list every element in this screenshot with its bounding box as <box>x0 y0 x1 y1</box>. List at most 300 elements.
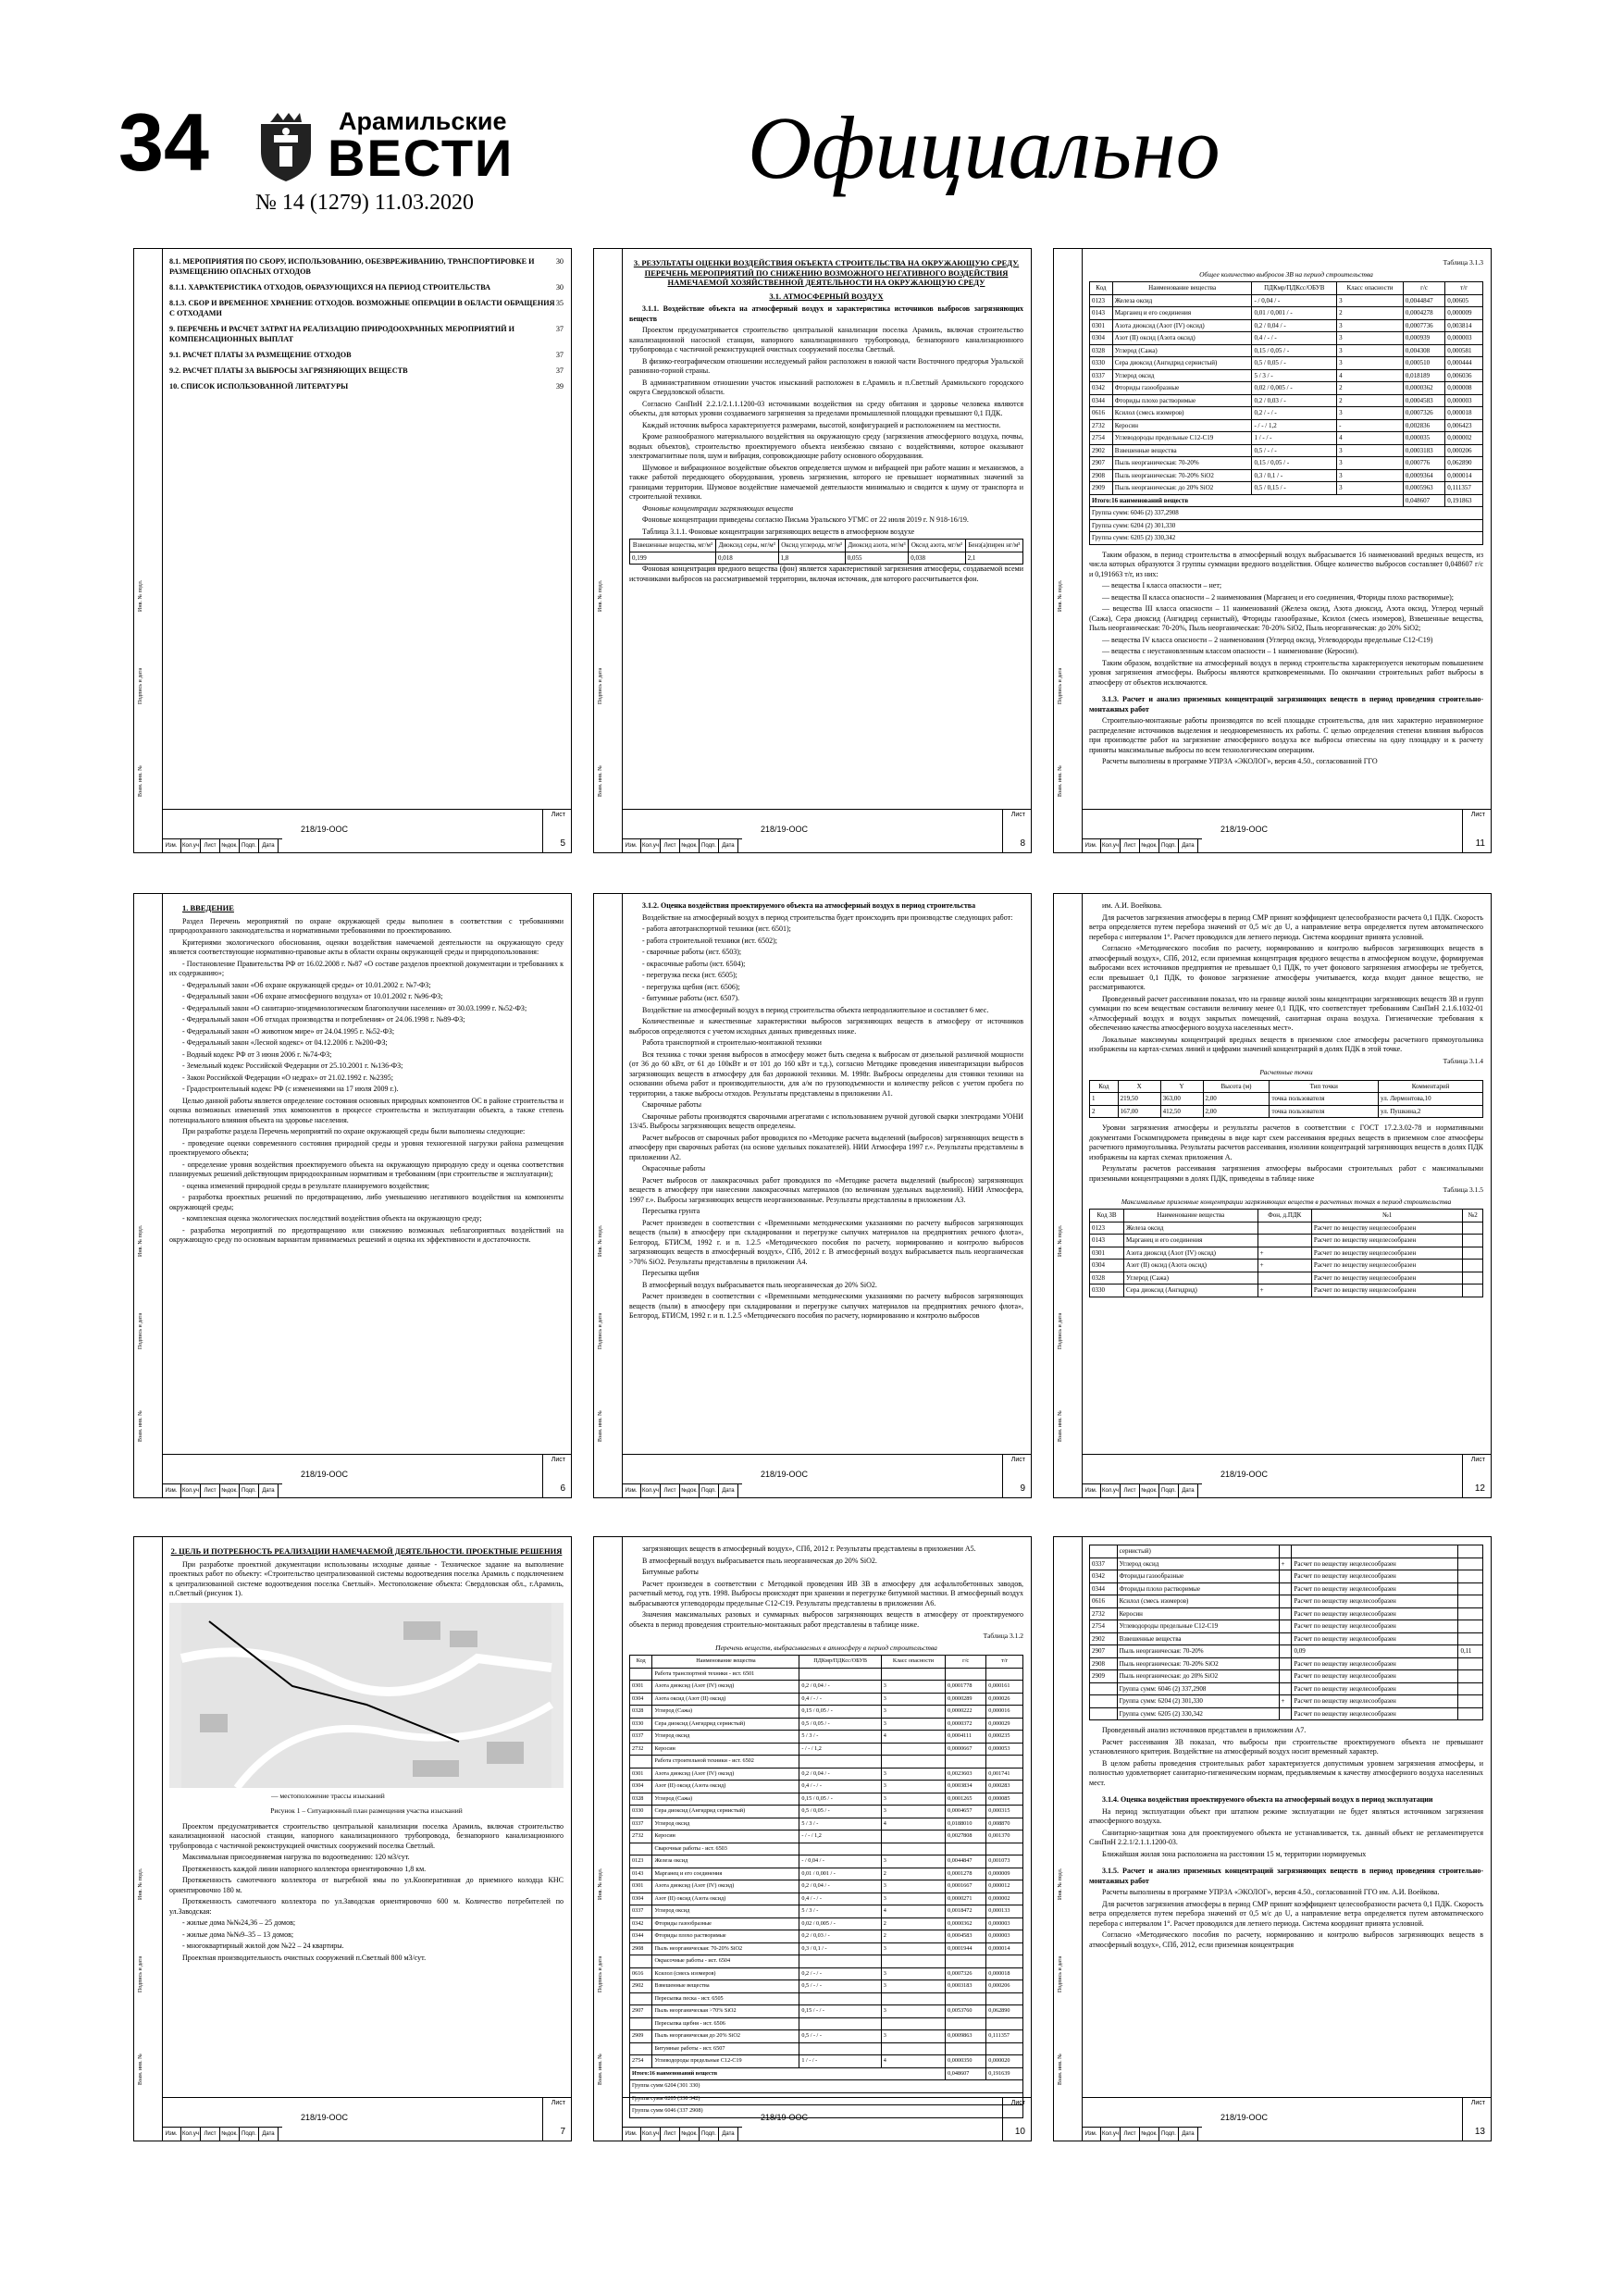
table-row <box>630 1706 1023 1719</box>
stamp-cell: Изм. <box>622 839 641 852</box>
table-header-cell: Наименование вещества <box>1124 1210 1258 1222</box>
table-row <box>1090 1093 1483 1106</box>
table-cell: - / - / 1,2 <box>799 1831 881 1843</box>
table-cell: 0,000008 <box>1445 382 1483 395</box>
table-cell <box>1458 1707 1483 1720</box>
table-row <box>1090 1235 1483 1247</box>
table-cell: точка пользователя <box>1270 1093 1379 1106</box>
toc-page: 39 <box>555 382 564 391</box>
table-cell: 0,048607 <box>1403 494 1444 507</box>
brand-main-text: ВЕСТИ <box>328 129 514 187</box>
table-cell: 0,000026 <box>986 1693 1023 1706</box>
table-row <box>630 1756 1023 1769</box>
title-block-stamp <box>1082 1454 1491 1497</box>
table-cell: 0,5 / - / - <box>799 2030 881 2043</box>
paragraph: Сварочные работы производятся сварочными агрегатами с использованием ручной дуговой сварки электродами УОНИ 13/45. Выбросы загрязняющих веществ определены. <box>629 1111 1023 1130</box>
toc-page: 30 <box>555 257 564 266</box>
stamp-divider <box>1002 1455 1003 1497</box>
table-cell: Углеводороды предельные С12-С19 <box>1112 432 1252 445</box>
side-labels <box>1056 1807 1080 2085</box>
table-header-row <box>1090 1210 1483 1222</box>
table-cell: 0,0007736 <box>1403 319 1444 332</box>
table-cell <box>1279 1670 1292 1683</box>
table-cell: 0,0000362 <box>1403 382 1444 395</box>
table-cell: Сера диоксид (Ангидрид сернистый) <box>652 1718 799 1731</box>
table-cell <box>1279 1582 1292 1595</box>
paragraph: Уровни загрязнения атмосферы и результаты расчетов в соответствии с ГОСТ 17.2.3.02-78 и нормативными документами Госкомгидромета приведены в виде карт схем рассеивания вредных веществ в приземном слое атмосферы расчетного прямоугольника. Результаты расчетов рассеивания, изолинии концентраций загрязняющих веществ в долях ПДК изображены на картах схемах приложения А. <box>1089 1123 1483 1161</box>
table-cell <box>986 1992 1023 2005</box>
section-title: Официально <box>748 98 1220 197</box>
table-cell: 0,000003 <box>1445 332 1483 345</box>
stamp-cell: Подп. <box>1159 839 1179 852</box>
stamp-cell: Кол.уч <box>1101 2128 1121 2141</box>
table-cell: ул. Лермонтова,10 <box>1379 1093 1483 1106</box>
side-label: Подпись и дата <box>138 1955 143 1992</box>
paragraph: Для расчетов загрязнения атмосферы в период СМР принят коэффициент целесообразности расчета 0,1 ПДК. Скорость ветра определяется путем перебора значений от 0,5 м/с до U, а направление ветра определяется путем автоматического перебора с интервалом 1°. Расчет проводился для летнего периода. Система координат принята условной. <box>1089 1899 1483 1928</box>
table-cell <box>946 1992 986 2005</box>
table-cell: 3 <box>1337 469 1404 482</box>
table-cell <box>881 1831 945 1843</box>
table-cell <box>1458 1582 1483 1595</box>
table-cell <box>946 1756 986 1769</box>
stamp-cell: Лист <box>661 2128 680 2141</box>
table-header-cell: г/с <box>1403 282 1444 295</box>
table-cell: Азота оксид (Азот (II) оксид) <box>652 1693 799 1706</box>
table-cell: 3 <box>1337 444 1404 457</box>
paragraph: Расчет рассеивания ЗВ показал, что выбросы при строительстве проектируемого объекта не превышают установленного критерия. Воздействие на атмосферный воздух носит временный характер. <box>1089 1737 1483 1756</box>
table-cell: 3 <box>1337 319 1404 332</box>
table-header-cell: Код <box>630 1656 652 1669</box>
table-cell <box>986 1668 1023 1681</box>
stamp-cell: Кол.уч <box>181 2128 201 2141</box>
table-cell: 0,191639 <box>986 2067 1023 2080</box>
table-cell: 0,09 <box>1292 1645 1458 1658</box>
table-cell: 2907 <box>630 2005 652 2018</box>
table-cell: 4 <box>1337 432 1404 445</box>
table-cell: 0344 <box>1090 1582 1118 1595</box>
table-cell: Азота диоксид (Азот (IV) оксид) <box>652 1681 799 1694</box>
subsection-heading: 3.1.2. Оценка воздействия проектируемого объекта на атмосферный воздух в период строительства <box>642 901 976 910</box>
table-cell: Пыль неорганическая >70% SiO2 <box>652 2005 799 2018</box>
table-cell: 2907 <box>1090 457 1113 470</box>
document-sheet-11 <box>1053 248 1492 853</box>
stamp-cell: Изм. <box>1082 2128 1101 2141</box>
stamp-cells <box>622 2127 742 2141</box>
stamp-cell: Дата <box>719 839 738 852</box>
sheet-frame-left <box>134 249 163 852</box>
table-cell: 0,0023603 <box>946 1768 986 1781</box>
paragraph: Максимальная присоединяемая нагрузка по водоотведению: 120 м3/сут. <box>182 1853 410 1861</box>
table-row <box>630 1718 1023 1731</box>
table-cell: 3 <box>881 2030 945 2043</box>
table-cell: 2902 <box>1090 1632 1118 1645</box>
paragraph: Пересыпка грунта <box>642 1207 700 1215</box>
table-cell: Ксилол (смесь изомеров) <box>1117 1595 1279 1608</box>
table-cell <box>881 2042 945 2055</box>
table-row <box>1090 407 1483 420</box>
table-cell: 2,00 <box>1203 1105 1270 1118</box>
table-cell: 0,000018 <box>986 1967 1023 1980</box>
table-cell: 0,006036 <box>1445 369 1483 382</box>
table-cell: 0,2 / - / - <box>1252 407 1337 420</box>
table-cell: 0,15 / - / - <box>799 2005 881 2018</box>
table-cell: Азот (II) оксид (Азота оксид) <box>652 1893 799 1905</box>
table-cell: 2732 <box>1090 1607 1118 1620</box>
table-cell: 1 / - / - <box>799 2055 881 2068</box>
table-cell: 2902 <box>1090 444 1113 457</box>
table-cell: Пыль неорганическая до 20% SiO2 <box>652 2030 799 2043</box>
paragraph: Критериями экологического обоснования, оценки воздействия намечаемой деятельности на окружающую среду является соответствующие нормативно-правовые акты в области охраны окружающей среды и природопользования: <box>169 937 564 956</box>
paragraph: Фоновая концентрация вредного вещества (фон) является характеристикой загрязнения атмосферы, создаваемой всеми источниками выбросов на рассматриваемой территории, включая источник, для которого рассчитывается фон. <box>629 565 1023 583</box>
toc-title: 8.1.1. ХАРАКТЕРИСТИКА ОТХОДОВ, ОБРАЗУЮЩИХСЯ НА ПЕРИОД СТРОИТЕЛЬСТВА <box>169 283 491 292</box>
side-label: Инв. № подл. <box>1058 1224 1063 1257</box>
table-cell: Расчет по веществу нецелесообразен <box>1292 1657 1458 1670</box>
table-cell <box>1463 1260 1483 1272</box>
table-cell <box>1458 1695 1483 1708</box>
table-cell: 5 / 3 / - <box>799 1905 881 1918</box>
table-total-row <box>1090 494 1483 507</box>
table-cell: 0,0000372 <box>946 1718 986 1731</box>
table-cell: 4 <box>881 1905 945 1918</box>
table-header-cell: Тип точки <box>1270 1080 1379 1093</box>
document-sheet-10 <box>593 1536 1032 2141</box>
stamp-cell: Подп. <box>240 839 259 852</box>
paragraph: Проведенный анализ источников представлен в приложении А7. <box>1102 1726 1307 1734</box>
stamp-cell: Подп. <box>240 2128 259 2141</box>
paragraph: - Федеральный закон «Лесной кодекс» от 04.12.2006 г. №200-ФЗ; <box>182 1038 388 1047</box>
table-cell: 2908 <box>1090 469 1113 482</box>
table-cell: + <box>1258 1247 1311 1260</box>
table-cell <box>1090 1545 1118 1558</box>
toc-page: 37 <box>555 366 564 375</box>
table-cell: 0,000014 <box>986 1942 1023 1955</box>
table-cell: 3 <box>1337 482 1404 495</box>
table-row <box>1090 1272 1483 1285</box>
side-label: Взам. инв. № <box>1058 765 1063 797</box>
table-cell <box>946 2017 986 2030</box>
title-block-stamp <box>162 809 571 852</box>
table-cell: 2 <box>1090 1105 1119 1118</box>
table-cell: 0,000939 <box>1403 332 1444 345</box>
side-label: Инв. № подл. <box>1058 1868 1063 1900</box>
table-cell: 3 <box>1337 344 1404 357</box>
sheet-frame-left <box>1054 249 1083 852</box>
stamp-cell: Изм. <box>1082 1484 1101 1497</box>
table-cell <box>881 1743 945 1756</box>
table-cell <box>1458 1570 1483 1583</box>
table-row <box>1090 1657 1483 1670</box>
masthead <box>118 96 1506 222</box>
table-cell: ул. Пушкина,2 <box>1379 1105 1483 1118</box>
toc-title: 8.1. МЕРОПРИЯТИЯ ПО СБОРУ, ИСПОЛЬЗОВАНИЮ, ОБЕЗВРЕЖИВАНИЮ, ТРАНСПОРТИРОВКЕ И РАЗМЕЩЕНИЮ ОПАСНЫХ ОТХОДОВ <box>169 257 535 276</box>
table-cell: Расчет по веществу нецелесообразен <box>1292 1670 1458 1683</box>
table-row <box>630 1942 1023 1955</box>
table-cell: Окрасочные работы - ист. 6504 <box>652 1955 799 1968</box>
sheet-page-number: 11 <box>1475 838 1485 849</box>
table-row <box>1090 1570 1483 1583</box>
table-cell: 0,000014 <box>1445 469 1483 482</box>
table-cell <box>1090 1682 1118 1695</box>
table-header-cell: ПДКмр/ПДКсс/ОБУВ <box>1252 282 1337 295</box>
table-group-row <box>1090 532 1483 545</box>
stamp-list-label: Лист <box>1010 812 1025 818</box>
table-cell: Углерод оксид <box>1117 1558 1279 1570</box>
table-row <box>630 2055 1023 2068</box>
subsection-heading-2: 3.1.1. Воздействие объекта на атмосферный воздух и характеристика источников выбросов загрязняющих веществ <box>629 304 1023 323</box>
brand-top-text: Арамильские <box>339 107 507 135</box>
table-cell: 0330 <box>1090 1285 1124 1297</box>
table-cell: 0,2 / 0,03 / - <box>1252 394 1337 407</box>
table-cell: 0,01 / 0,001 / - <box>1252 307 1337 320</box>
table-cell: 0,0000350 <box>946 2055 986 2068</box>
table-cell: + <box>1258 1260 1311 1272</box>
table-cell <box>1463 1272 1483 1285</box>
table-header-cell: т/г <box>1445 282 1483 295</box>
table-cell: 0,2 / - / - <box>799 1967 881 1980</box>
paragraph: Протяженность каждой линии напорного коллектора ориентировочно 1,8 км. <box>182 1864 427 1873</box>
stamp-list-label: Лист <box>551 812 565 818</box>
paragraph: - Федеральный закон «Об отходах производства и потребления» от 24.06.1998 г. №89-ФЗ; <box>182 1015 465 1024</box>
toc-title: 9.1. РАСЧЕТ ПЛАТЫ ЗА РАЗМЕЩЕНИЕ ОТХОДОВ <box>169 351 352 359</box>
table-number: Таблица 3.1.3 <box>1443 258 1483 267</box>
paragraph: - Постановление Правительства РФ от 16.02.2008 г. №87 «О составе разделов проектной документации и требованиях к их содержанию»; <box>169 959 564 977</box>
paragraph: - битумные работы (ист. 6507). <box>642 994 740 1002</box>
paragraph: Расчет выбросов от сварочных работ проводился по «Методике расчета выделений (выбросов) загрязняющих веществ в атмосферу при сварочных работах (на основе удельных показателей). НИИ Атмосфера 1997 г.». Результаты представлены в приложении А2. <box>629 1133 1023 1161</box>
stamp-cell: №док. <box>680 1484 700 1497</box>
table-cell: 2732 <box>630 1831 652 1843</box>
table-cell <box>799 1992 881 2005</box>
sheet-frame-left <box>594 1537 623 2141</box>
table-cell <box>1458 1657 1483 1670</box>
table-cell: Марганец и его соединения <box>1124 1235 1258 1247</box>
document-sheet-6 <box>133 893 572 1498</box>
table-cell: Ксилол (смесь изомеров) <box>652 1967 799 1980</box>
table-cell: Расчет по веществу нецелесообразен <box>1311 1235 1463 1247</box>
stamp-divider <box>1462 2098 1463 2141</box>
table-cell: 0,15 / 0,05 / - <box>1252 344 1337 357</box>
toc-entry <box>169 256 564 277</box>
table-cell: 0,0003834 <box>946 1781 986 1793</box>
table-cell: Группа сумм 6046 (337 2908) <box>630 2105 1023 2118</box>
table-cell: Расчет по веществу нецелесообразен <box>1311 1222 1463 1235</box>
paragraph: Сварочные работы <box>642 1100 701 1109</box>
table-cell: 0,0003183 <box>946 1980 986 1993</box>
table-cell: Взвешенные вещества <box>652 1980 799 1993</box>
table-cell: 0,5 / 0,05 / - <box>799 1718 881 1731</box>
table-cell: 0,000133 <box>986 1905 1023 1918</box>
table-cell: 0,0007326 <box>946 1967 986 1980</box>
table-cell <box>799 1955 881 1968</box>
table-cell: 0,038 <box>909 552 965 565</box>
table-cell: 3 <box>881 1806 945 1818</box>
table-header-cell: Код <box>1090 282 1113 295</box>
document-sheet-7 <box>133 1536 572 2141</box>
table-cell <box>799 1843 881 1855</box>
table-cell: Расчет по веществу нецелесообразен <box>1311 1247 1463 1260</box>
table-cell: Битумные работы - ист. 6507 <box>652 2042 799 2055</box>
stamp-code: 218/19-ООС <box>301 825 349 834</box>
paragraph: Расчеты выполнены в программе УПРЗА «ЭКОЛОГ», версия 4.50., согласованной ГГО им. А.И. Воейкова. <box>1102 1888 1440 1896</box>
table-cell: Расчет по веществу нецелесообразен <box>1292 1595 1458 1608</box>
subsection-heading: 3.1. АТМОСФЕРНЫЙ ВОЗДУХ <box>769 291 884 301</box>
table-cell: - / 0,04 / - <box>799 1855 881 1868</box>
table-cell <box>1279 1682 1292 1695</box>
table-cell: Расчет по веществу нецелесообразен <box>1292 1607 1458 1620</box>
table-cell: 0342 <box>1090 382 1113 395</box>
paragraph: В атмосферный воздух выбрасывается пыль неорганическая до 20% SiO2. <box>642 1280 877 1289</box>
paragraph: - разработка проектных решений по предотвращению, либо уменьшению негативного воздействия на компоненты окружающей среды; <box>169 1193 564 1211</box>
toc-page: 37 <box>555 325 564 333</box>
table-cell: 0616 <box>630 1967 652 1980</box>
table-cell: 3 <box>881 1718 945 1731</box>
table-cell: 0,000161 <box>986 1681 1023 1694</box>
table-header-cell: Оксид углерода, мг/м³ <box>778 540 845 552</box>
stamp-cell: №док. <box>1140 839 1159 852</box>
table-cell <box>1279 1595 1292 1608</box>
table-row <box>1090 432 1483 445</box>
table-cell: 0,062890 <box>1445 457 1483 470</box>
stamp-cells <box>622 838 742 852</box>
table-cell: Железа оксид <box>1124 1222 1258 1235</box>
table-cell: 0,004308 <box>1403 344 1444 357</box>
table-cell <box>1458 1595 1483 1608</box>
table-cell: 0,3 / 0,1 / - <box>799 1942 881 1955</box>
table-row <box>1090 382 1483 395</box>
table-row <box>1090 419 1483 432</box>
table-cell <box>1090 1695 1118 1708</box>
table-cell: 0,2 / 0,04 / - <box>799 1880 881 1893</box>
table-cell: 0,01 / 0,001 / - <box>799 1868 881 1880</box>
table-cell: 0,4 / - / - <box>799 1893 881 1905</box>
table-cell: 3 <box>881 1942 945 1955</box>
paragraph: Целью данной работы является определение состояния основных природных компонентов ОС в районе строительства и оценка возможных изменений этих компонентов в процессе строительства и эксплуатации объекта, а также степень потенциального влияния объекта на здоровье населения. <box>169 1096 564 1124</box>
stamp-cell: Дата <box>719 2128 738 2141</box>
table-cell: 0,000002 <box>1445 432 1483 445</box>
table-row <box>630 552 1023 565</box>
table-row <box>630 1893 1023 1905</box>
table-group-row <box>630 2080 1023 2093</box>
table-cell: Фториды плохо растворимые <box>652 1930 799 1943</box>
table-row <box>630 1781 1023 1793</box>
table-row <box>630 1793 1023 1806</box>
paragraph: - работа автотранспортной техники (ист. 6501); <box>642 925 791 933</box>
table-row <box>630 1843 1023 1855</box>
table-cell: 2908 <box>630 1942 652 1955</box>
table-cell: 0,191863 <box>1445 494 1483 507</box>
table-cell: 0304 <box>1090 332 1113 345</box>
table-cell: Азота диоксид (Азот (IV) оксид) <box>1124 1247 1258 1260</box>
table-cell: 0,0000271 <box>946 1893 986 1905</box>
table-name: Расчетные точки <box>1259 1068 1313 1076</box>
paragraph: Вся техника с точки зрения выбросов в атмосферу может быть сведена к выбросам от дизельной различной мощности (от 36 до 60 кВт, от 61 до 100кВт и от 101 до 160 кВт и т.д.), согласно Методике проведения инвентаризации выбросов загрязняющих веществ в атмосферу для баз дорожной техники. М. 1998г. Выбросы определены для стоянки техники на основании объема работ и производительности, для а/м по грузоподъемности и количеству рейсов с учетом пробега по территории, а также выбросы отходов. Результаты представлены в приложении А1. <box>629 1049 1023 1098</box>
table-row <box>1090 1558 1483 1570</box>
side-labels <box>596 519 620 797</box>
subsection-heading: 3.1.5. Расчет и анализ приземных концентраций загрязняющих веществ в период проведения строительно-монтажных работ <box>1089 1867 1483 1885</box>
table-row <box>1090 307 1483 320</box>
table-name: Перечень веществ, выбрасываемых в атмосферу в период строительства <box>715 1643 937 1652</box>
sheet-page-number: 8 <box>1020 838 1025 849</box>
paragraph: В целом работы проведения строительных работ характеризуется допустимым уровнем загрязнения атмосферы, и полностью удовлетворяет санитарно-гигиеническим нормам, предъявляемым к качеству атмосферного воздуха населенных мест. <box>1089 1758 1483 1787</box>
table-cell: 0,5 / 0,05 / - <box>799 1806 881 1818</box>
table-cell <box>799 1756 881 1769</box>
side-label: Взам. инв. № <box>598 2054 603 2085</box>
table-cell: 0,000003 <box>986 1917 1023 1930</box>
toc-entry <box>169 298 564 318</box>
table-header-cell: ПДКмр/ПДКсс/ОБУВ <box>799 1656 881 1669</box>
table-cell: 0,0007326 <box>1403 407 1444 420</box>
stamp-divider <box>542 1455 543 1497</box>
table-cell: + <box>1258 1285 1311 1297</box>
table-cell: 0,2 / 0,04 / - <box>1252 319 1337 332</box>
table-header-cell: г/с <box>946 1656 986 1669</box>
table-row <box>1090 1620 1483 1633</box>
side-label: Взам. инв. № <box>598 765 603 797</box>
table-cell: 0,4 / - / - <box>1252 332 1337 345</box>
table-cell: Азота диоксид (Азот (IV) оксид) <box>652 1880 799 1893</box>
table-cell: 0143 <box>1090 307 1113 320</box>
table-cell: Расчет по веществу нецелесообразен <box>1292 1707 1458 1720</box>
table-row <box>630 1731 1023 1744</box>
table-cell: 0,000029 <box>986 1718 1023 1731</box>
side-labels <box>136 519 160 797</box>
table-cell: Углерод оксид <box>652 1905 799 1918</box>
table-cell: Фториды плохо растворимые <box>1112 394 1252 407</box>
stamp-cell: Кол.уч <box>181 839 201 852</box>
table-cell: 0,5 / - / - <box>1252 444 1337 457</box>
table-cell <box>1258 1222 1311 1235</box>
table-cell <box>1463 1285 1483 1297</box>
background-text: Фоновые концентрации приведены согласно Письма Уральского УГМС от 22 июля 2019 г. N 918-16/19. <box>642 515 969 524</box>
table-cell: 0,0044847 <box>946 1855 986 1868</box>
table-row <box>630 2042 1023 2055</box>
stamp-divider <box>542 810 543 852</box>
side-label: Подпись и дата <box>1058 1955 1063 1992</box>
stamp-cell: Кол.уч <box>641 2128 661 2141</box>
stamp-list-label: Лист <box>1010 2100 1025 2106</box>
table-cell: Работа строительной техники - ист. 6502 <box>652 1756 799 1769</box>
table-cell: Азота диоксид (Азот (IV) оксид) <box>652 1768 799 1781</box>
table-cell <box>881 1756 945 1769</box>
table-cell: Пересыпка песка - ист. 6505 <box>652 1992 799 2005</box>
sheet-content <box>1089 256 1483 804</box>
stamp-cell: Подп. <box>240 1484 259 1497</box>
toc-entry <box>169 350 564 360</box>
table-cell: Железа оксид <box>652 1855 799 1868</box>
table-cell <box>881 1955 945 1968</box>
table-cell: Итого:16 наименований веществ <box>1090 494 1404 507</box>
paragraph: загрязняющих веществ в атмосферный воздух», СПб, 2012 г. Результаты представлены в приложении А5. <box>642 1545 976 1553</box>
table-cell: 0337 <box>630 1905 652 1918</box>
paragraph: - многоквартирный жилой дом №22 – 24 квартиры. <box>182 1942 344 1950</box>
paragraph: В административном отношении участок изысканий расположен в г.Арамиль и п.Светлый Арамильского городского округа Свердловской области. <box>629 378 1023 396</box>
table-cell: 2732 <box>1090 419 1113 432</box>
table-cell: 3 <box>1337 457 1404 470</box>
paragraph: В атмосферный воздух выбрасывается пыль неорганическая до 20% SiO2. <box>642 1556 877 1565</box>
stamp-cells <box>1082 838 1202 852</box>
table-cell: Расчет по веществу нецелесообразен <box>1311 1272 1463 1285</box>
stamp-code: 218/19-ООС <box>1220 825 1269 834</box>
paragraph: - работа строительной техники (ист. 6502); <box>642 936 777 945</box>
subsection-heading: 3.1.3. Расчет и анализ приземных концентраций загрязняющих веществ в период проведения строительно-монтажных работ <box>1089 695 1483 714</box>
table-header-row <box>630 1656 1023 1669</box>
table-cell: 1,8 <box>778 552 845 565</box>
table-cell: 3 <box>1337 294 1404 307</box>
newspaper-logo <box>254 107 587 187</box>
sheet-frame-left <box>134 1537 163 2141</box>
sheet-content <box>1089 901 1483 1449</box>
table-cell: 0,0001265 <box>946 1793 986 1806</box>
stamp-cell: Лист <box>1121 839 1140 852</box>
